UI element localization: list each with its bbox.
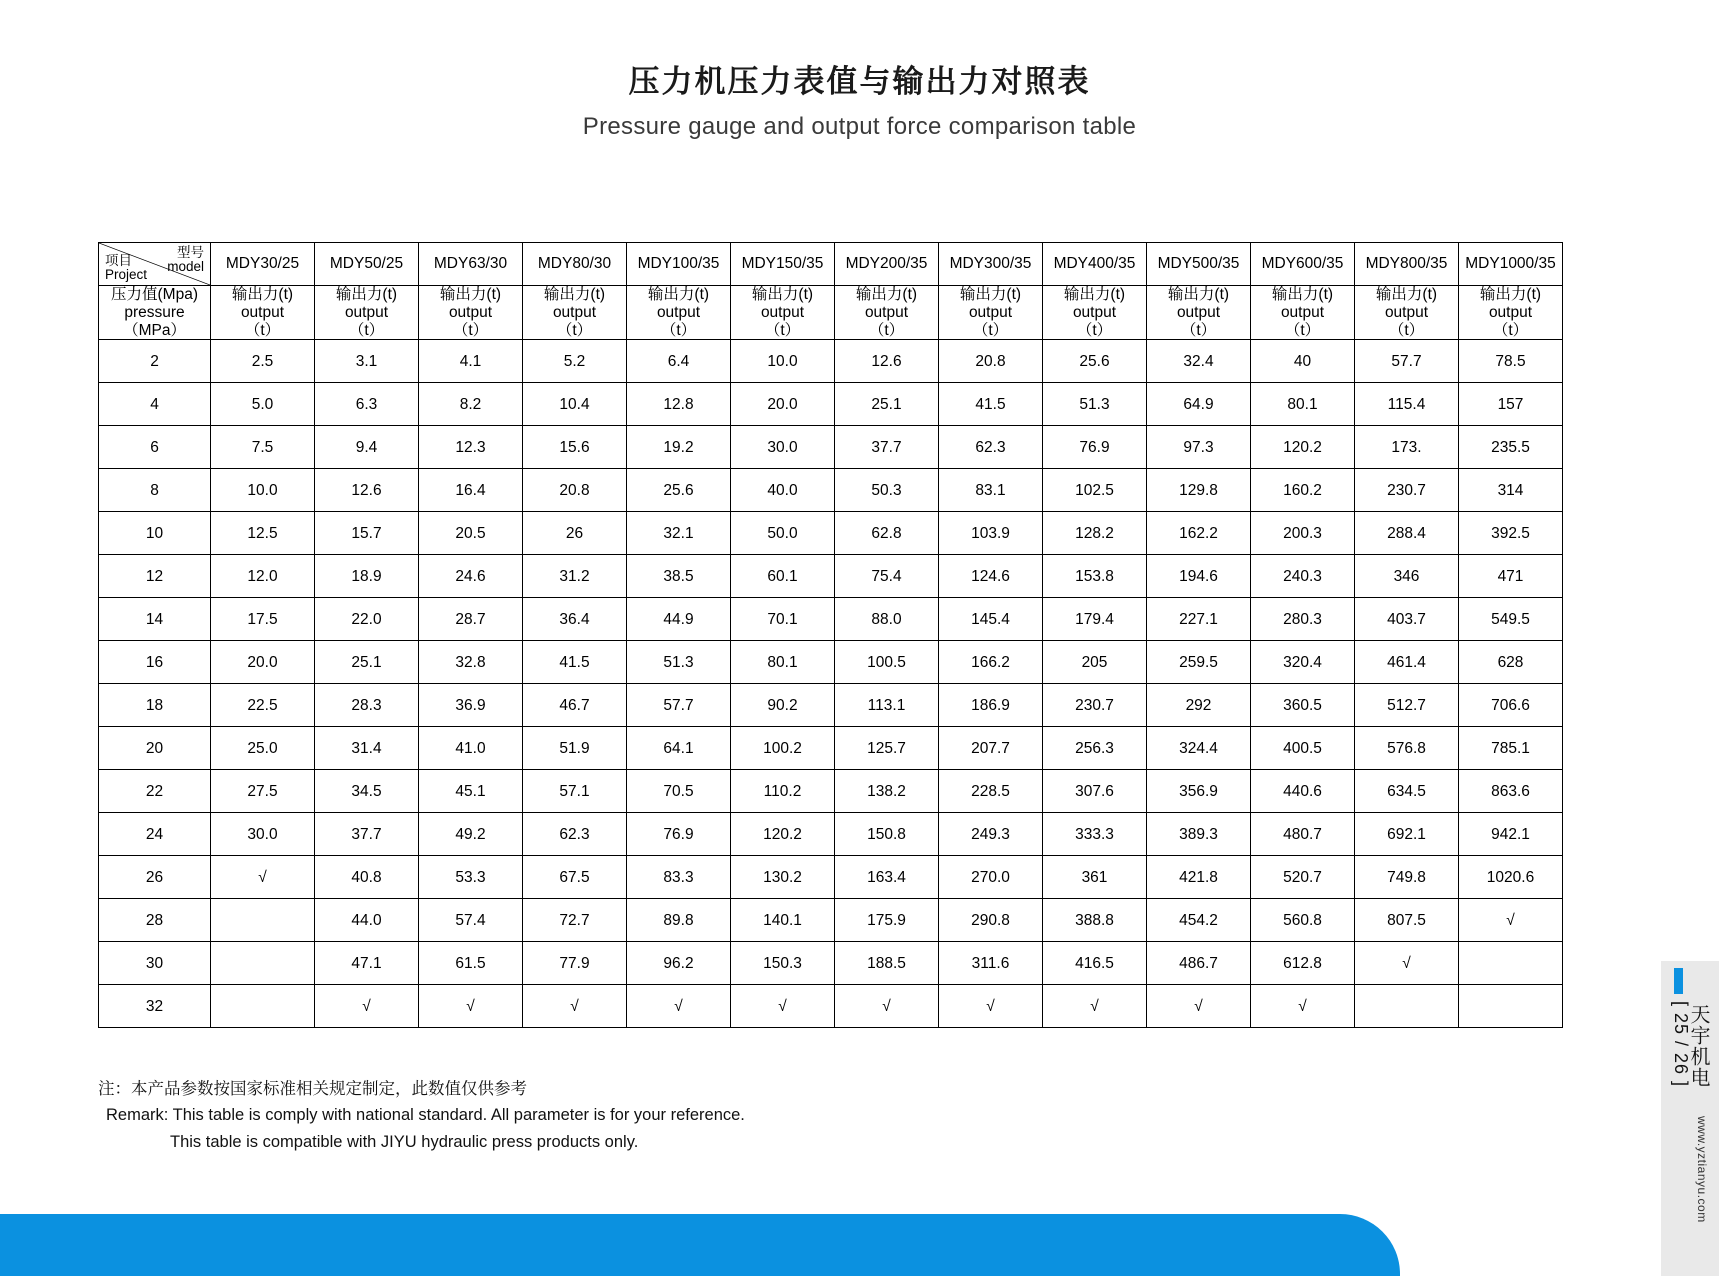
cell-output: 53.3 — [419, 856, 523, 899]
cell-output: 20.8 — [939, 340, 1043, 383]
table-row — [99, 641, 1563, 684]
note-line-zh: 注：本产品参数按国家标准相关规定制定，此数值仅供参考 — [98, 1080, 527, 1098]
cell-output: 89.8 — [627, 899, 731, 942]
table-row — [99, 856, 1563, 899]
cell-pressure: 32 — [99, 985, 211, 1028]
unit-header-output: 输出力(t) output （t） — [315, 286, 419, 340]
cell-output: 40.8 — [315, 856, 419, 899]
cell-output: 388.8 — [1043, 899, 1147, 942]
cell-output: 863.6 — [1459, 770, 1563, 813]
cell-pressure: 24 — [99, 813, 211, 856]
cell-output: 100.2 — [731, 727, 835, 770]
cell-output: 64.1 — [627, 727, 731, 770]
cell-output: 46.7 — [523, 684, 627, 727]
cell-output: 8.2 — [419, 383, 523, 426]
table-row — [99, 426, 1563, 469]
cell-output: 38.5 — [627, 555, 731, 598]
cell-output: 57.7 — [1355, 340, 1459, 383]
cell-output — [1459, 985, 1563, 1028]
cell-output: 454.2 — [1147, 899, 1251, 942]
cell-output: 292 — [1147, 684, 1251, 727]
cell-output: 25.6 — [1043, 340, 1147, 383]
cell-output: 28.7 — [419, 598, 523, 641]
cell-output: 290.8 — [939, 899, 1043, 942]
cell-output: 12.6 — [835, 340, 939, 383]
cell-output: 20.5 — [419, 512, 523, 555]
cell-output: √ — [523, 985, 627, 1028]
cell-output: 160.2 — [1251, 469, 1355, 512]
cell-output: 230.7 — [1043, 684, 1147, 727]
table-row — [99, 770, 1563, 813]
cell-output: 62.3 — [523, 813, 627, 856]
cell-output: 41.0 — [419, 727, 523, 770]
cell-output: 324.4 — [1147, 727, 1251, 770]
cell-output: 576.8 — [1355, 727, 1459, 770]
cell-output: √ — [315, 985, 419, 1028]
cell-output: 72.7 — [523, 899, 627, 942]
cell-output: 120.2 — [1251, 426, 1355, 469]
cell-output: 440.6 — [1251, 770, 1355, 813]
cell-output: 67.5 — [523, 856, 627, 899]
cell-output: 103.9 — [939, 512, 1043, 555]
cell-pressure: 6 — [99, 426, 211, 469]
column-header-model: MDY150/35 — [731, 243, 835, 286]
cell-output: 520.7 — [1251, 856, 1355, 899]
notes-block — [98, 1076, 745, 1155]
cell-output: 80.1 — [1251, 383, 1355, 426]
cell-output: 15.6 — [523, 426, 627, 469]
column-header-model: MDY50/25 — [315, 243, 419, 286]
cell-pressure: 4 — [99, 383, 211, 426]
column-header-model: MDY600/35 — [1251, 243, 1355, 286]
cell-output: 228.5 — [939, 770, 1043, 813]
cell-output: 40.0 — [731, 469, 835, 512]
cell-output: 25.6 — [627, 469, 731, 512]
cell-output: 16.4 — [419, 469, 523, 512]
column-header-model: MDY80/30 — [523, 243, 627, 286]
cell-output: 130.2 — [731, 856, 835, 899]
cell-output: 403.7 — [1355, 598, 1459, 641]
cell-output: 311.6 — [939, 942, 1043, 985]
cell-output: 128.2 — [1043, 512, 1147, 555]
cell-output: 6.4 — [627, 340, 731, 383]
cell-output: 175.9 — [835, 899, 939, 942]
table-header-row-models — [99, 243, 1563, 286]
cell-pressure: 30 — [99, 942, 211, 985]
cell-output: √ — [939, 985, 1043, 1028]
table-row — [99, 813, 1563, 856]
cell-output: 36.4 — [523, 598, 627, 641]
cell-output: 612.8 — [1251, 942, 1355, 985]
cell-output: 249.3 — [939, 813, 1043, 856]
cell-pressure: 16 — [99, 641, 211, 684]
column-header-model: MDY500/35 — [1147, 243, 1251, 286]
cell-output: 314 — [1459, 469, 1563, 512]
cell-output: 416.5 — [1043, 942, 1147, 985]
table-row — [99, 684, 1563, 727]
cell-output — [1355, 985, 1459, 1028]
cell-pressure: 26 — [99, 856, 211, 899]
cell-output: √ — [419, 985, 523, 1028]
cell-output: 230.7 — [1355, 469, 1459, 512]
column-header-model: MDY300/35 — [939, 243, 1043, 286]
cell-output: 100.5 — [835, 641, 939, 684]
cell-output: 163.4 — [835, 856, 939, 899]
cell-pressure: 28 — [99, 899, 211, 942]
cell-output: √ — [1459, 899, 1563, 942]
footer-blue-bar — [0, 1214, 1400, 1276]
cell-output: 51.3 — [627, 641, 731, 684]
comparison-table-wrapper — [98, 242, 1560, 1028]
sidebar-website-url: www.yztianyu.com — [1695, 1116, 1709, 1223]
cell-output: 942.1 — [1459, 813, 1563, 856]
page-title-zh: 压力机压力表值与输出力对照表 — [628, 64, 1091, 99]
unit-header-output: 输出力(t) output （t） — [939, 286, 1043, 340]
cell-output: 60.1 — [731, 555, 835, 598]
cell-output: 256.3 — [1043, 727, 1147, 770]
cell-output: 807.5 — [1355, 899, 1459, 942]
cell-output: 7.5 — [211, 426, 315, 469]
sidebar-accent-tick — [1674, 968, 1683, 994]
cell-output: √ — [1043, 985, 1147, 1028]
cell-output: 227.1 — [1147, 598, 1251, 641]
cell-output: 34.5 — [315, 770, 419, 813]
cell-output: 44.9 — [627, 598, 731, 641]
cell-output: 12.3 — [419, 426, 523, 469]
cell-output: 24.6 — [419, 555, 523, 598]
unit-header-output: 输出力(t) output （t） — [627, 286, 731, 340]
cell-output: 97.3 — [1147, 426, 1251, 469]
cell-output: √ — [1251, 985, 1355, 1028]
cell-output: 49.2 — [419, 813, 523, 856]
cell-output: 235.5 — [1459, 426, 1563, 469]
cell-output: 785.1 — [1459, 727, 1563, 770]
cell-output: 32.8 — [419, 641, 523, 684]
sidebar-page-number: [ 25 / 26 ] — [1671, 1001, 1691, 1088]
cell-output: 259.5 — [1147, 641, 1251, 684]
cell-output: 280.3 — [1251, 598, 1355, 641]
cell-output: 706.6 — [1459, 684, 1563, 727]
cell-output: √ — [211, 856, 315, 899]
table-row — [99, 985, 1563, 1028]
column-header-model: MDY30/25 — [211, 243, 315, 286]
unit-header-output: 输出力(t) output （t） — [731, 286, 835, 340]
cell-output: 10.4 — [523, 383, 627, 426]
cell-output: 173. — [1355, 426, 1459, 469]
cell-pressure: 8 — [99, 469, 211, 512]
cell-output: 186.9 — [939, 684, 1043, 727]
cell-output: 96.2 — [627, 942, 731, 985]
cell-pressure: 10 — [99, 512, 211, 555]
cell-output: 102.5 — [1043, 469, 1147, 512]
cell-output: 392.5 — [1459, 512, 1563, 555]
cell-output: 5.0 — [211, 383, 315, 426]
cell-output: 20.0 — [731, 383, 835, 426]
cell-output: 140.1 — [731, 899, 835, 942]
cell-output: 4.1 — [419, 340, 523, 383]
cell-output: 356.9 — [1147, 770, 1251, 813]
cell-output: 480.7 — [1251, 813, 1355, 856]
unit-header-output: 输出力(t) output （t） — [419, 286, 523, 340]
cell-output: 115.4 — [1355, 383, 1459, 426]
column-header-model: MDY100/35 — [627, 243, 731, 286]
cell-output: 17.5 — [211, 598, 315, 641]
cell-output: 207.7 — [939, 727, 1043, 770]
cell-output: 83.1 — [939, 469, 1043, 512]
cell-output: 421.8 — [1147, 856, 1251, 899]
cell-output: 22.0 — [315, 598, 419, 641]
cell-pressure: 14 — [99, 598, 211, 641]
table-row — [99, 469, 1563, 512]
cell-output: 25.1 — [315, 641, 419, 684]
cell-output: 70.1 — [731, 598, 835, 641]
table-head — [99, 243, 1563, 340]
cell-output: √ — [627, 985, 731, 1028]
cell-output — [211, 942, 315, 985]
cell-output: 40 — [1251, 340, 1355, 383]
cell-output: 76.9 — [627, 813, 731, 856]
cell-output: 461.4 — [1355, 641, 1459, 684]
cell-output: √ — [731, 985, 835, 1028]
cell-output: 346 — [1355, 555, 1459, 598]
cell-output: 307.6 — [1043, 770, 1147, 813]
cell-output: 37.7 — [835, 426, 939, 469]
cell-output: 31.4 — [315, 727, 419, 770]
cell-output: 30.0 — [211, 813, 315, 856]
column-header-model: MDY1000/35 — [1459, 243, 1563, 286]
column-header-model: MDY400/35 — [1043, 243, 1147, 286]
cell-output: 51.9 — [523, 727, 627, 770]
cell-output: 22.5 — [211, 684, 315, 727]
column-header-model: MDY800/35 — [1355, 243, 1459, 286]
cell-output: 10.0 — [731, 340, 835, 383]
cell-output — [211, 985, 315, 1028]
table-row — [99, 942, 1563, 985]
cell-output: 25.0 — [211, 727, 315, 770]
cell-output: 32.1 — [627, 512, 731, 555]
cell-output: 45.1 — [419, 770, 523, 813]
cell-output: 110.2 — [731, 770, 835, 813]
cell-output: 692.1 — [1355, 813, 1459, 856]
cell-output: 333.3 — [1043, 813, 1147, 856]
cell-output: 194.6 — [1147, 555, 1251, 598]
cell-output: √ — [1147, 985, 1251, 1028]
cell-output: 320.4 — [1251, 641, 1355, 684]
cell-output: 12.0 — [211, 555, 315, 598]
cell-output: 25.1 — [835, 383, 939, 426]
table-row — [99, 727, 1563, 770]
cell-output: 138.2 — [835, 770, 939, 813]
unit-header-output: 输出力(t) output （t） — [1147, 286, 1251, 340]
cell-output: 2.5 — [211, 340, 315, 383]
cell-output: 80.1 — [731, 641, 835, 684]
cell-output: 3.1 — [315, 340, 419, 383]
cell-output: 20.8 — [523, 469, 627, 512]
unit-header-pressure: 压力值(Mpa) pressure （MPa） — [99, 286, 211, 340]
unit-header-output: 输出力(t) output （t） — [1355, 286, 1459, 340]
cell-output: 15.7 — [315, 512, 419, 555]
unit-header-output: 输出力(t) output （t） — [835, 286, 939, 340]
cell-pressure: 12 — [99, 555, 211, 598]
table-body — [99, 340, 1563, 1028]
cell-output: 9.4 — [315, 426, 419, 469]
cell-output: 47.1 — [315, 942, 419, 985]
cell-output: 205 — [1043, 641, 1147, 684]
comparison-table — [98, 242, 1563, 1028]
cell-output: 57.7 — [627, 684, 731, 727]
cell-output: 113.1 — [835, 684, 939, 727]
cell-output: 1020.6 — [1459, 856, 1563, 899]
cell-output — [211, 899, 315, 942]
page — [0, 56, 1719, 1276]
cell-output: 179.4 — [1043, 598, 1147, 641]
cell-output: 749.8 — [1355, 856, 1459, 899]
unit-header-output: 输出力(t) output （t） — [1251, 286, 1355, 340]
cell-output: 360.5 — [1251, 684, 1355, 727]
cell-output: 61.5 — [419, 942, 523, 985]
cell-output: 12.8 — [627, 383, 731, 426]
table-row — [99, 340, 1563, 383]
cell-output: 27.5 — [211, 770, 315, 813]
cell-pressure: 22 — [99, 770, 211, 813]
cell-output: 162.2 — [1147, 512, 1251, 555]
cell-output: 32.4 — [1147, 340, 1251, 383]
cell-output: 200.3 — [1251, 512, 1355, 555]
cell-output: 12.5 — [211, 512, 315, 555]
cell-output: 288.4 — [1355, 512, 1459, 555]
cell-output: 28.3 — [315, 684, 419, 727]
table-row — [99, 899, 1563, 942]
cell-output: 57.1 — [523, 770, 627, 813]
cell-output: 12.6 — [315, 469, 419, 512]
cell-output: 166.2 — [939, 641, 1043, 684]
cell-output: 41.5 — [523, 641, 627, 684]
corner-project-label: 项目 Project — [105, 252, 148, 282]
unit-header-output: 输出力(t) output （t） — [1043, 286, 1147, 340]
cell-output: 125.7 — [835, 727, 939, 770]
cell-output: 124.6 — [939, 555, 1043, 598]
cell-output: 26 — [523, 512, 627, 555]
cell-output: 57.4 — [419, 899, 523, 942]
cell-output: 19.2 — [627, 426, 731, 469]
unit-header-output: 输出力(t) output （t） — [523, 286, 627, 340]
cell-output: 37.7 — [315, 813, 419, 856]
cell-output: 41.5 — [939, 383, 1043, 426]
cell-output: 549.5 — [1459, 598, 1563, 641]
corner-model-label: 型号 model — [167, 245, 204, 275]
cell-output: 10.0 — [211, 469, 315, 512]
cell-output: 62.3 — [939, 426, 1043, 469]
cell-output: 70.5 — [627, 770, 731, 813]
cell-output: 471 — [1459, 555, 1563, 598]
page-title-en: Pressure gauge and output force comparison table — [582, 113, 1137, 140]
cell-output: √ — [1355, 942, 1459, 985]
table-header-row-units — [99, 286, 1563, 340]
cell-output: 634.5 — [1355, 770, 1459, 813]
cell-output — [1459, 942, 1563, 985]
corner-header-cell — [99, 243, 211, 286]
cell-output: 50.3 — [835, 469, 939, 512]
cell-output: 78.5 — [1459, 340, 1563, 383]
cell-pressure: 2 — [99, 340, 211, 383]
note-line-en-2: This table is compatible with JIYU hydraulic press products only. — [170, 1132, 639, 1151]
cell-output: 150.8 — [835, 813, 939, 856]
cell-output: 512.7 — [1355, 684, 1459, 727]
table-row — [99, 383, 1563, 426]
cell-output: 240.3 — [1251, 555, 1355, 598]
cell-output: 145.4 — [939, 598, 1043, 641]
cell-output: 129.8 — [1147, 469, 1251, 512]
cell-output: √ — [835, 985, 939, 1028]
cell-output: 150.3 — [731, 942, 835, 985]
cell-pressure: 18 — [99, 684, 211, 727]
cell-output: 486.7 — [1147, 942, 1251, 985]
cell-output: 400.5 — [1251, 727, 1355, 770]
cell-output: 51.3 — [1043, 383, 1147, 426]
cell-output: 188.5 — [835, 942, 939, 985]
cell-output: 5.2 — [523, 340, 627, 383]
cell-pressure: 20 — [99, 727, 211, 770]
column-header-model: MDY200/35 — [835, 243, 939, 286]
table-row — [99, 598, 1563, 641]
cell-output: 18.9 — [315, 555, 419, 598]
cell-output: 62.8 — [835, 512, 939, 555]
note-line-en-1: Remark: This table is comply with national standard. All parameter is for your reference. — [106, 1106, 745, 1125]
cell-output: 31.2 — [523, 555, 627, 598]
cell-output: 6.3 — [315, 383, 419, 426]
cell-output: 157 — [1459, 383, 1563, 426]
cell-output: 560.8 — [1251, 899, 1355, 942]
cell-output: 20.0 — [211, 641, 315, 684]
sidebar-company-name: 天宇机电 — [1687, 1004, 1709, 1088]
unit-header-output: 输出力(t) output （t） — [211, 286, 315, 340]
cell-output: 90.2 — [731, 684, 835, 727]
cell-output: 153.8 — [1043, 555, 1147, 598]
cell-output: 270.0 — [939, 856, 1043, 899]
cell-output: 30.0 — [731, 426, 835, 469]
table-row — [99, 555, 1563, 598]
cell-output: 64.9 — [1147, 383, 1251, 426]
cell-output: 36.9 — [419, 684, 523, 727]
cell-output: 44.0 — [315, 899, 419, 942]
cell-output: 75.4 — [835, 555, 939, 598]
cell-output: 361 — [1043, 856, 1147, 899]
cell-output: 50.0 — [731, 512, 835, 555]
unit-header-output: 输出力(t) output （t） — [1459, 286, 1563, 340]
cell-output: 83.3 — [627, 856, 731, 899]
cell-output: 628 — [1459, 641, 1563, 684]
column-header-model: MDY63/30 — [419, 243, 523, 286]
cell-output: 120.2 — [731, 813, 835, 856]
table-row — [99, 512, 1563, 555]
cell-output: 76.9 — [1043, 426, 1147, 469]
cell-output: 88.0 — [835, 598, 939, 641]
cell-output: 77.9 — [523, 942, 627, 985]
cell-output: 389.3 — [1147, 813, 1251, 856]
